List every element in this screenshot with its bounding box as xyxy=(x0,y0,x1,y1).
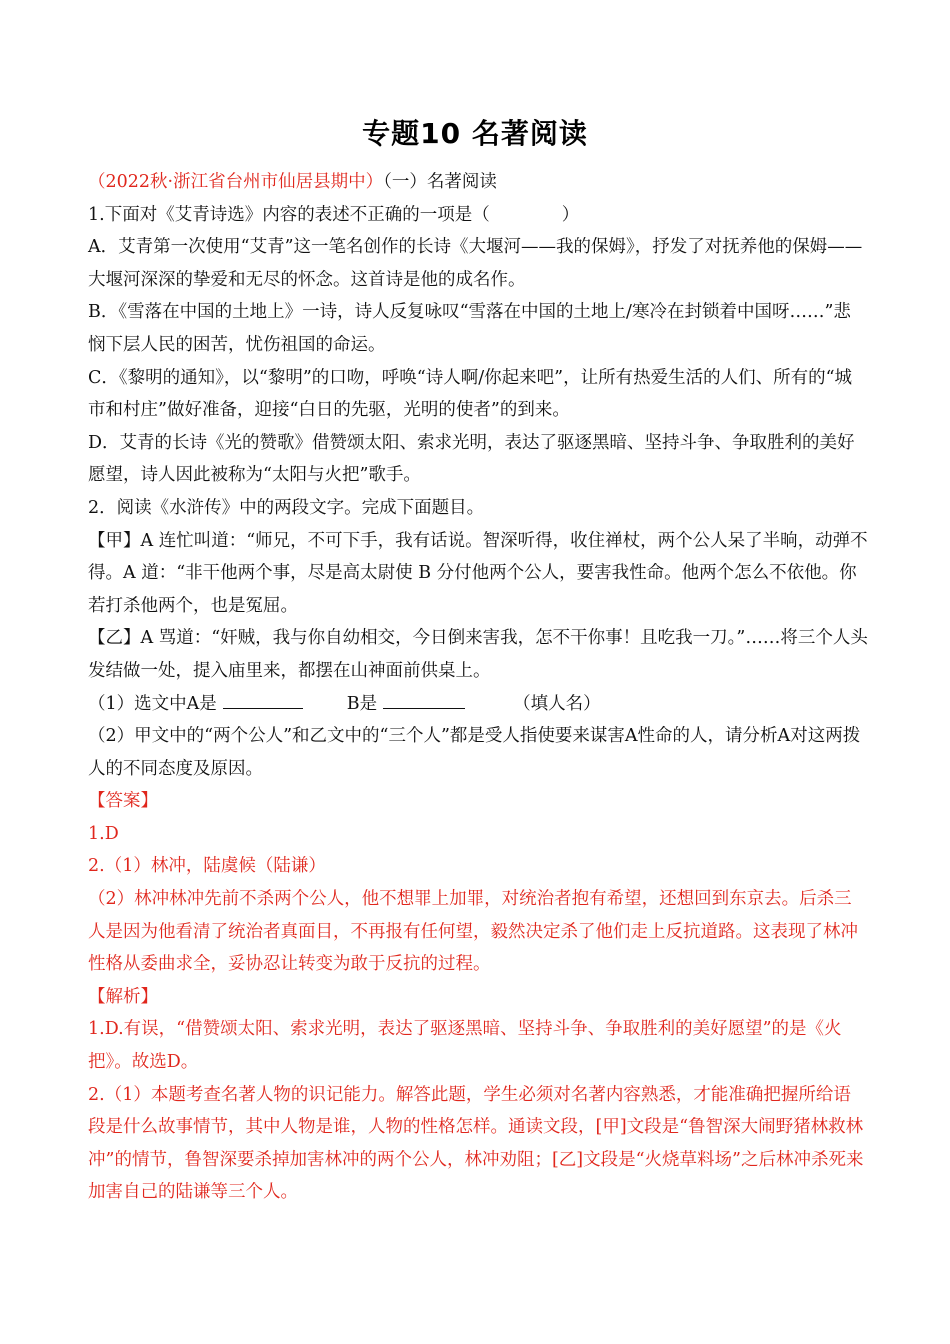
passage-jia: 【甲】A 连忙叫道：“师兄，不可下手，我有话说。智深听得，收住禅杖，两个公人呆了半晌，动弹不得。A 道：“非干他两个事，尽是高太尉使 B 分付他两个公人，要害我性命。他两个怎么不依他。你若打杀他两个，也是冤屈。 xyxy=(88,530,868,616)
source-line xyxy=(88,166,868,199)
question-1-option-d: D．艾青的长诗《光的赞歌》借赞颂太阳、索求光明，表达了驱逐黑暗、坚持斗争、争取胜利的美好愿望，诗人因此被称为“太阳与火把”歌手。 xyxy=(88,432,855,486)
answer-1: 1.D xyxy=(88,823,119,844)
page-title: 专题10 名著阅读 xyxy=(362,117,588,150)
question-1-stem: 1.下面对《艾青诗选》内容的表述不正确的一项是（ ） xyxy=(88,204,580,225)
answer-blank-a xyxy=(223,692,303,709)
answer-heading: 【答案】 xyxy=(88,791,158,812)
analysis-heading: 【解析】 xyxy=(88,986,158,1007)
analysis-1: 1.D.有误，“借赞颂太阳、索求光明，表达了驱逐黑暗、坚持斗争、争取胜利的美好愿望”的是《火把》。故选D。 xyxy=(88,1019,842,1073)
analysis-2: 2.（1）本题考查名著人物的识记能力。解答此题，学生必须对名著内容熟悉，才能准确把握所给语段是什么故事情节，其中人物是谁，人物的性格怎样。通读文段，[甲]文段是“鲁智深大闹野猪林救林冲”的情节，鲁智深要杀掉加害林冲的两个公人，林冲劝阻；[乙]文段是“火烧草料场”之后林冲杀死来加害自己的陆谦等三个人。 xyxy=(88,1084,864,1203)
section-label: （一）名著阅读 xyxy=(383,172,497,192)
passage-yi: 【乙】A 骂道：“奸贼，我与你自幼相交，今日倒来害我，怎不干你事！且吃我一刀。”……将三个人头发结做一处，提入庙里来，都摆在山神面前供桌上。 xyxy=(88,628,868,681)
question-2-sub-1: （1）选文中A是 B是 （填人名） xyxy=(88,693,601,714)
question-1-option-c: C．《黎明的通知》，以“黎明”的口吻，呼唤“诗人啊/你起来吧”，让所有热爱生活的人们、所有的“城市和村庄”做好准备，迎接“白日的先驱，光明的使者”的到来。 xyxy=(88,367,853,421)
answer-2-part-2: （2）林冲林冲先前不杀两个公人，他不想罪上加罪，对统治者抱有希望，还想回到东京去。后杀三人是因为他看清了统治者真面目，不再报有任何望，毅然决定杀了他们走上反抗道路。这表现了林冲性格从委曲求全，妥协忍让转变为敢于反抗的过程。 xyxy=(88,889,858,975)
source-tag: （2022秋·浙江省台州市仙居县期中） xyxy=(88,172,384,192)
question-2-sub-2: （2）甲文中的“两个公人”和乙文中的“三个人”都是受人指使要来谋害A性命的人，请分析A对这两拨人的不同态度及原因。 xyxy=(88,726,861,779)
question-1-option-a: A．艾青第一次使用“艾青”这一笔名创作的长诗《大堰河——我的保姆》，抒发了对抚养他的保姆——大堰河深深的挚爱和无尽的怀念。这首诗是他的成名作。 xyxy=(88,237,863,290)
answer-blank-b xyxy=(383,692,465,709)
question-2-stem: 2．阅读《水浒传》中的两段文字。完成下面题目。 xyxy=(88,497,485,518)
question-1-option-b: B．《雪落在中国的土地上》一诗，诗人反复咏叹“雪落在中国的土地上/寒冷在封锁着中国呀……”悲悯下层人民的困苦，忧伤祖国的命运。 xyxy=(88,302,851,355)
answer-2-part-1: 2.（1）林冲，陆虞候（陆谦） xyxy=(88,856,326,877)
document-body xyxy=(88,166,868,1209)
